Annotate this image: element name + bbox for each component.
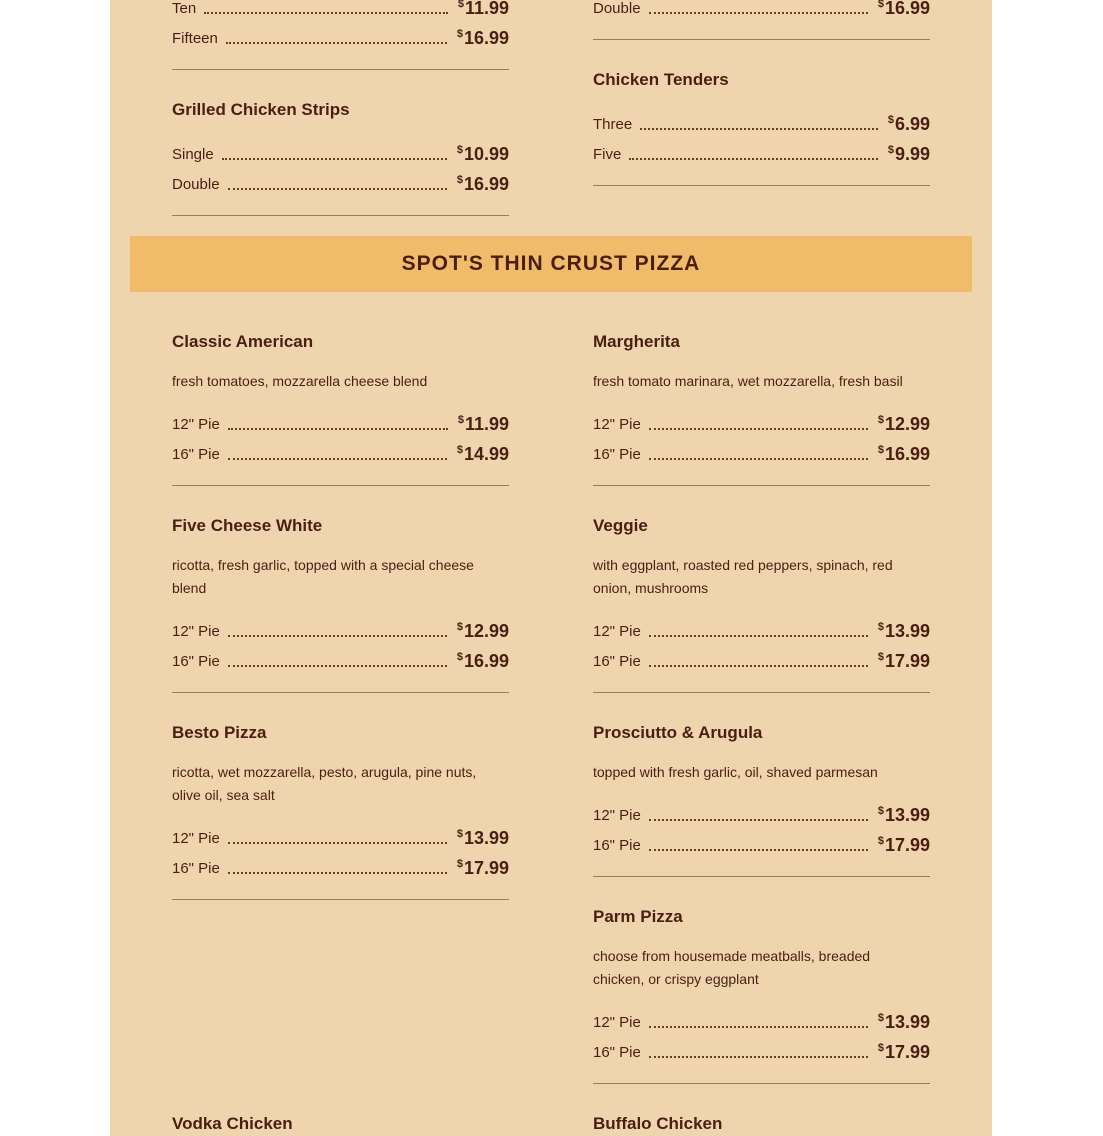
pizza-name: Margherita [593,332,680,351]
dot-leader [228,457,447,460]
item-divider [593,1083,930,1084]
price-row [593,831,930,855]
item-divider [593,876,930,877]
size-label: 12" Pie [593,807,641,824]
item-divider [172,692,509,693]
dot-leader [228,634,447,637]
price-row [593,410,930,434]
size-label: 12" Pie [593,1014,641,1031]
price: $17.99 [877,835,930,855]
price: $13.99 [877,1012,930,1032]
price-row [593,617,930,641]
dot-leader [649,1025,868,1028]
dot-leader [228,841,447,844]
size-label: 12" Pie [593,623,641,640]
dot-leader [649,457,868,460]
price-row [172,824,509,848]
item-divider [593,485,930,486]
item-divider [172,485,509,486]
price-label: Five [593,146,622,163]
dot-leader [228,427,448,430]
price-label: Ten [172,0,197,17]
size-label: 16" Pie [593,1044,641,1061]
price-label: Fifteen [172,30,218,47]
dot-leader [228,871,447,874]
price-row [172,410,509,434]
size-label: 16" Pie [593,837,641,854]
item-divider [593,692,930,693]
pizza-name: Besto Pizza [172,723,267,742]
pizza-name: Veggie [593,516,648,535]
menu-panel [110,0,992,1136]
price-label: Three [593,116,633,133]
price: $11.99 [457,414,509,434]
pizza-description: ricotta, fresh garlic, topped with a special cheese blend [172,557,474,596]
dot-leader [649,818,868,821]
pizza-description: fresh tomato marinara, wet mozzarella, fresh basil [593,373,903,389]
section-title: SPOT'S THIN CRUST PIZZA [401,252,701,275]
price: $17.99 [877,651,930,671]
size-label: 12" Pie [172,416,220,433]
pizza-description: topped with fresh garlic, oil, shaved parmesan [593,764,878,780]
price: $17.99 [456,858,509,878]
price-label: Double [593,0,641,17]
pizza-description: fresh tomatoes, mozzarella cheese blend [172,373,428,389]
pizza-description: with eggplant, roasted red peppers, spinach, red onion, mushrooms [593,557,893,596]
price: $11.99 [457,0,509,18]
price: $12.99 [877,414,930,434]
price: $14.99 [456,444,509,464]
price: $16.99 [877,444,930,464]
size-label: 12" Pie [172,623,220,640]
size-label: 16" Pie [593,446,641,463]
item-divider [172,899,509,900]
price: $13.99 [456,828,509,848]
pizza-name: Parm Pizza [593,907,683,926]
price: $12.99 [456,621,509,641]
price: $10.99 [456,144,509,164]
pizza-column-left [172,0,509,1136]
size-label: 16" Pie [172,446,220,463]
size-label: 12" Pie [593,416,641,433]
size-label: 16" Pie [172,653,220,670]
size-label: 16" Pie [172,860,220,877]
pizza-name: Prosciutto & Arugula [593,723,763,742]
size-label: 16" Pie [593,653,641,670]
dot-leader [649,427,868,430]
pizza-name: Classic American [172,332,314,351]
dot-leader [649,848,868,851]
item-name: Chicken Tenders [593,70,729,89]
price-row [593,440,930,464]
dot-leader [649,634,868,637]
price: $16.99 [456,28,509,48]
pizza-name: Vodka Chicken [172,1114,293,1133]
price-label: Single [172,146,214,163]
price: $16.99 [456,174,509,194]
dot-leader [649,1055,868,1058]
price: $13.99 [877,805,930,825]
dot-leader [649,664,868,667]
price: $9.99 [887,144,930,164]
price-row [172,440,509,464]
price-row [593,1038,930,1062]
price-row [593,801,930,825]
price: $16.99 [456,651,509,671]
price: $17.99 [877,1042,930,1062]
pizza-description: choose from housemade meatballs, breaded chicken, or crispy eggplant [593,948,871,987]
price-row [593,647,930,671]
price: $13.99 [877,621,930,641]
pizza-description: ricotta, wet mozzarella, pesto, arugula, pine nuts, olive oil, sea salt [172,764,477,803]
item-name: Grilled Chicken Strips [172,100,350,119]
price: $16.99 [877,0,930,18]
price-label: Double [172,176,220,193]
price-row [172,854,509,878]
price: $6.99 [887,114,930,134]
pizza-name: Buffalo Chicken [593,1114,723,1133]
dot-leader [228,664,447,667]
pizza-column-right [593,0,930,1136]
price-row [593,1008,930,1032]
price-row [172,617,509,641]
price-row [172,647,509,671]
pizza-name: Five Cheese White [172,516,323,535]
size-label: 12" Pie [172,830,220,847]
